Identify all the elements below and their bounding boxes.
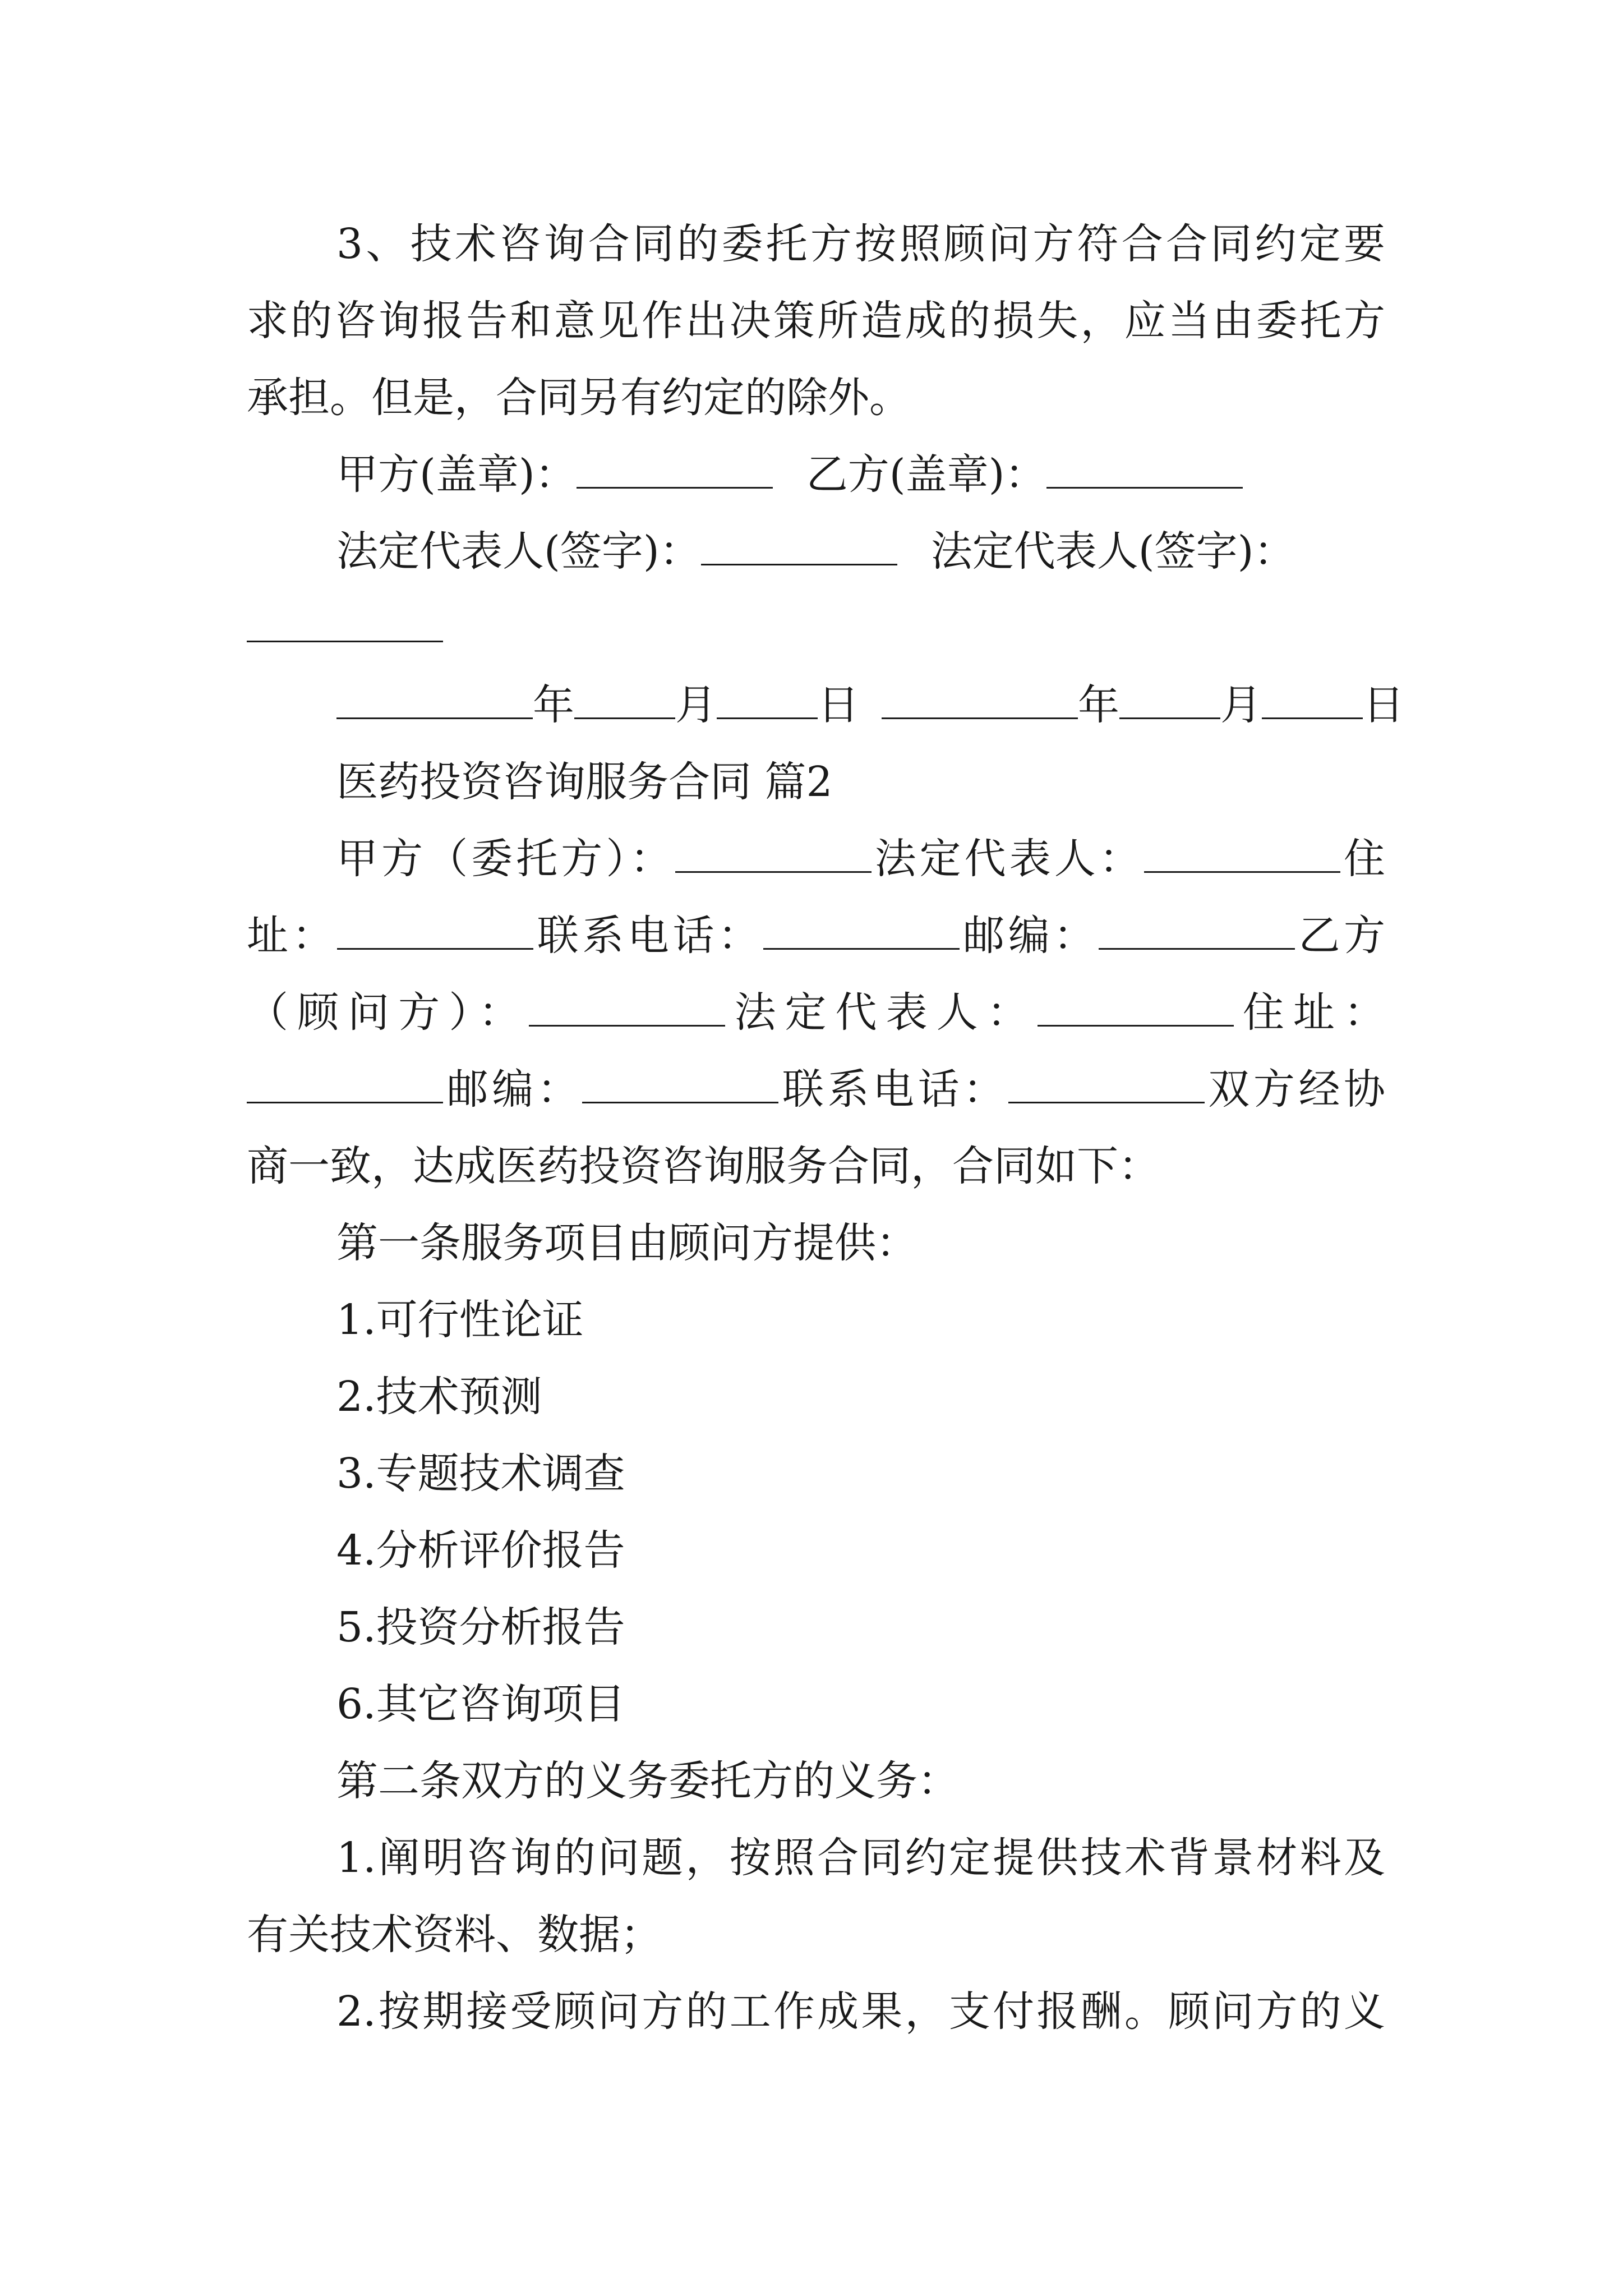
parties-line-3 <box>247 984 1385 1041</box>
address-b-blank[interactable] <box>247 1062 443 1103</box>
seal-line <box>336 447 1385 503</box>
month-label-b: 月 <box>1220 681 1262 729</box>
list-item: 6.其它咨询项目 <box>336 1680 625 1728</box>
year-label-b: 年 <box>1078 681 1119 729</box>
article-2-heading: 第二条双方的义务委托方的义务： <box>336 1757 959 1805</box>
legal-rep-b-label: 法定代表人： <box>725 988 1038 1037</box>
parties-line-5: 商一致，达成医药投资咨询服务合同，合同如下： <box>247 1142 1160 1190</box>
date-b-year-blank[interactable] <box>882 678 1078 719</box>
address-blank[interactable] <box>337 909 533 950</box>
list-item: 1.可行性论证 <box>336 1296 584 1344</box>
paragraph-3-line-3: 承担。但是，合同另有约定的除外。 <box>247 374 911 422</box>
legal-rep-line <box>336 523 1385 579</box>
paragraph-3-line-1: 3、技术咨询合同的委托方按照顾问方符合合同约定要 <box>336 220 1385 268</box>
list-item: 2.技术预测 <box>336 1373 542 1421</box>
section-heading: 医药投资咨询服务合同 篇2 <box>336 758 833 806</box>
duty-1-line-2: 有关技术资料、数据； <box>247 1911 662 1959</box>
address-start-label: 住 <box>1340 835 1385 883</box>
postcode-b-label: 邮编： <box>443 1065 583 1114</box>
party-b-blank[interactable] <box>529 986 725 1027</box>
phone-blank[interactable] <box>763 909 960 950</box>
phone-label: 联系电话： <box>533 912 763 960</box>
list-item: 3.专题技术调查 <box>336 1450 625 1498</box>
phone-b-blank[interactable] <box>1008 1062 1205 1103</box>
duty-2-line-1: 2.按期接受顾问方的工作成果，支付报酬。顾问方的义 <box>336 1987 1385 2036</box>
party-a-blank[interactable] <box>675 832 872 873</box>
article-1-heading: 第一条服务项目由顾问方提供： <box>336 1219 917 1267</box>
month-label: 月 <box>675 681 717 729</box>
agree-start-label: 双方经协 <box>1204 1065 1386 1114</box>
date-b-day-blank[interactable] <box>1262 678 1363 719</box>
party-b-end-label: （顾问方）： <box>247 988 529 1037</box>
day-label-b: 日 <box>1363 681 1404 729</box>
date-a-year-blank[interactable] <box>336 678 533 719</box>
postcode-blank[interactable] <box>1099 909 1295 950</box>
legal-rep-a-label: 法定代表人(签字)： <box>336 527 701 576</box>
legal-rep-label: 法定代表人： <box>871 835 1144 883</box>
date-line <box>336 677 1404 733</box>
address-b-label: 住址： <box>1233 988 1385 1037</box>
party-b-seal-blank[interactable] <box>1046 448 1243 489</box>
party-b-start-label: 乙方 <box>1294 912 1386 960</box>
legal-rep-a-blank[interactable] <box>701 524 897 565</box>
legal-rep-b-label: 法定代表人(签字)： <box>930 527 1295 576</box>
legal-rep-b-field-blank[interactable] <box>1038 986 1234 1027</box>
legal-rep-blank[interactable] <box>1144 832 1340 873</box>
postcode-label: 邮编： <box>959 912 1099 960</box>
date-b-month-blank[interactable] <box>1119 678 1220 719</box>
date-a-month-blank[interactable] <box>574 678 675 719</box>
parties-line-2 <box>247 908 1385 964</box>
paragraph-3-line-2: 求的咨询报告和意见作出决策所造成的损失，应当由委托方 <box>247 297 1385 345</box>
duty-1-line-1: 1.阐明咨询的问题，按照合同约定提供技术背景材料及 <box>336 1834 1385 1882</box>
parties-line-4 <box>247 1061 1385 1117</box>
party-b-seal-label: 乙方(盖章)： <box>806 450 1046 499</box>
legal-rep-b-blank-line <box>247 600 1385 656</box>
phone-b-label: 联系电话： <box>778 1065 1008 1114</box>
date-a-day-blank[interactable] <box>717 678 818 719</box>
legal-rep-b-blank[interactable] <box>247 601 443 642</box>
parties-line-1 <box>336 831 1385 887</box>
postcode-b-blank[interactable] <box>582 1062 778 1103</box>
party-a-seal-label: 甲方(盖章)： <box>336 450 577 499</box>
day-label: 日 <box>818 681 859 729</box>
list-item: 4.分析评价报告 <box>336 1526 625 1575</box>
party-a-seal-blank[interactable] <box>577 448 773 489</box>
year-label: 年 <box>533 681 574 729</box>
address-end-label: 址： <box>247 912 338 960</box>
party-a-label: 甲方（委托方）： <box>336 835 675 883</box>
list-item: 5.投资分析报告 <box>336 1603 625 1651</box>
